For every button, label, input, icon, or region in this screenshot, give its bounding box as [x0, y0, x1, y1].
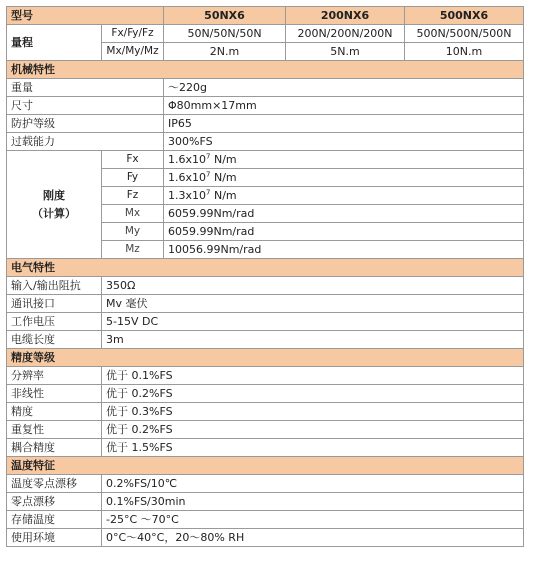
spec-row [7, 133, 524, 151]
spec-label: 重复性 [7, 421, 102, 439]
spec-value: Mv 毫伏 [102, 295, 524, 313]
section-accuracy [7, 349, 524, 367]
stiffness-axis: Mz [102, 241, 164, 259]
spec-row [7, 403, 524, 421]
spec-row [7, 79, 524, 97]
spec-value: 优于 0.2%FS [102, 385, 524, 403]
spec-row [7, 295, 524, 313]
stiffness-row [7, 151, 524, 169]
stiffness-axis: Mx [102, 205, 164, 223]
moment-axes-label: Mx/My/Mz [102, 43, 164, 61]
spec-label: 存储温度 [7, 511, 102, 529]
stiffness-axis: Fz [102, 187, 164, 205]
section-mechanical [7, 61, 524, 79]
range-force-row [7, 25, 524, 43]
header-row [7, 7, 524, 25]
spec-label: 温度零点漂移 [7, 475, 102, 493]
range-label: 量程 [7, 25, 102, 61]
spec-value: Φ80mm×17mm [164, 97, 524, 115]
stiffness-label-line1: 刚度 [43, 188, 65, 202]
spec-sheet [6, 6, 523, 547]
spec-label: 重量 [7, 79, 164, 97]
force-axes-label: Fx/Fy/Fz [102, 25, 164, 43]
spec-value: 优于 0.3%FS [102, 403, 524, 421]
spec-value: 0.2%FS/10℃ [102, 475, 524, 493]
spec-row [7, 421, 524, 439]
section-electrical [7, 259, 524, 277]
spec-label: 使用环境 [7, 529, 102, 547]
spec-row [7, 367, 524, 385]
spec-label: 通讯接口 [7, 295, 102, 313]
stiffness-value: $1.3x10^7$ N/m [164, 187, 524, 205]
spec-value: IP65 [164, 115, 524, 133]
spec-label: 过载能力 [7, 133, 164, 151]
spec-row [7, 277, 524, 295]
spec-row [7, 385, 524, 403]
spec-row [7, 475, 524, 493]
section-title: 机械特性 [7, 61, 524, 79]
model-500nx6: 500NX6 [405, 7, 524, 25]
spec-row [7, 511, 524, 529]
spec-value: ～220g [164, 79, 524, 97]
spec-value: 300%FS [164, 133, 524, 151]
stiffness-axis: Fx [102, 151, 164, 169]
stiffness-value: $1.6x10^7$ N/m [164, 151, 524, 169]
stiffness-value: $1.6x10^7$ N/m [164, 169, 524, 187]
stiffness-value: 10056.99Nm/rad [164, 241, 524, 259]
spec-label: 零点漂移 [7, 493, 102, 511]
spec-row [7, 115, 524, 133]
spec-value: 0.1%FS/30min [102, 493, 524, 511]
spec-value: 350Ω [102, 277, 524, 295]
spec-row [7, 529, 524, 547]
stiffness-label [7, 151, 102, 259]
spec-value: 优于 0.1%FS [102, 367, 524, 385]
spec-value: 优于 0.2%FS [102, 421, 524, 439]
spec-label: 分辨率 [7, 367, 102, 385]
spec-label: 防护等级 [7, 115, 164, 133]
spec-label: 非线性 [7, 385, 102, 403]
section-temperature [7, 457, 524, 475]
spec-label: 精度 [7, 403, 102, 421]
spec-row [7, 313, 524, 331]
stiffness-label-line2: （计算） [32, 206, 76, 220]
spec-value: 5-15V DC [102, 313, 524, 331]
section-title: 电气特性 [7, 259, 524, 277]
spec-row [7, 97, 524, 115]
section-title: 精度等级 [7, 349, 524, 367]
spec-value: 0°C～40°C，20～80% RH [102, 529, 524, 547]
force-range-200nx6: 200N/200N/200N [286, 25, 405, 43]
spec-table [6, 6, 524, 547]
force-range-50nx6: 50N/50N/50N [164, 25, 286, 43]
model-50nx6: 50NX6 [164, 7, 286, 25]
stiffness-value: 6059.99Nm/rad [164, 205, 524, 223]
spec-label: 输入/输出阻抗 [7, 277, 102, 295]
moment-range-200nx6: 5N.m [286, 43, 405, 61]
section-title: 温度特征 [7, 457, 524, 475]
moment-range-50nx6: 2N.m [164, 43, 286, 61]
spec-label: 工作电压 [7, 313, 102, 331]
spec-row [7, 331, 524, 349]
model-label: 型号 [7, 7, 164, 25]
stiffness-value: 6059.99Nm/rad [164, 223, 524, 241]
stiffness-axis: My [102, 223, 164, 241]
spec-row [7, 439, 524, 457]
spec-label: 电缆长度 [7, 331, 102, 349]
model-200nx6: 200NX6 [286, 7, 405, 25]
spec-value: -25°C ～70°C [102, 511, 524, 529]
moment-range-500nx6: 10N.m [405, 43, 524, 61]
spec-value: 优于 1.5%FS [102, 439, 524, 457]
spec-label: 耦合精度 [7, 439, 102, 457]
spec-row [7, 493, 524, 511]
stiffness-axis: Fy [102, 169, 164, 187]
spec-value: 3m [102, 331, 524, 349]
spec-label: 尺寸 [7, 97, 164, 115]
force-range-500nx6: 500N/500N/500N [405, 25, 524, 43]
